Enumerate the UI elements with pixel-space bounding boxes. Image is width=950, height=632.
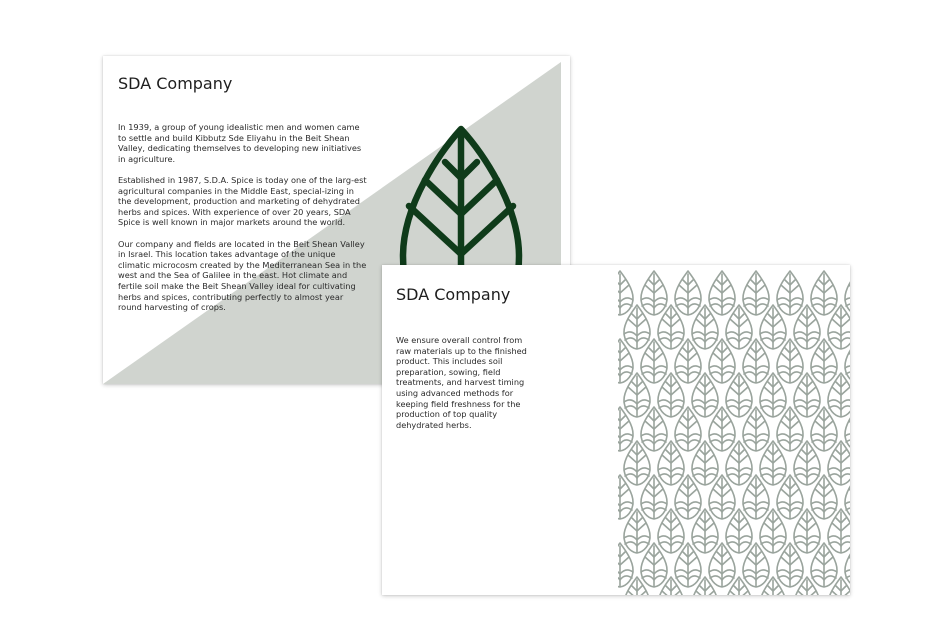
pattern-leaf-icon (709, 271, 735, 315)
pattern-leaf-icon (726, 577, 752, 595)
leaf-pattern (618, 265, 850, 595)
front-card-body (396, 335, 536, 430)
pattern-leaf-icon (743, 271, 769, 315)
paragraph-location: Our company and fields are located in the Beit Shean Valley in Israel. This location takes advantage of the unique climatic microcosm created by the Mediterranean Sea in the west and the Sea of Galilee in the east. Hot climate and fertile soil make the Beit Shean Valley ideal for cultivating herbs and spices, contributing perfectly to almost year round harvesting of crops. (118, 238, 367, 313)
pattern-leaf-icon (760, 577, 786, 595)
paragraph-quality: We ensure overall control from raw materials up to the finished product. This includes soil preparation, sowing, field treatments, and harvest timing using advanced methods for keeping field freshness for the production of top quality dehydrated herbs. (396, 335, 527, 430)
pattern-leaf-icon (777, 271, 803, 315)
pattern-leaf-icon (811, 271, 837, 315)
pattern-leaf-icon (692, 577, 718, 595)
pattern-leaf-icon (641, 271, 667, 315)
paragraph-history: In 1939, a group of young idealistic men and women came to settle and build Kibbutz Sde Eliyahu in the Beit Shean Valley, dedicating themselves to developing new initiatives in agriculture. (118, 122, 362, 164)
brochure-page-front (382, 265, 850, 595)
back-card-body (118, 122, 368, 313)
pattern-leaf-icon (794, 577, 820, 595)
pattern-leaf-icon (845, 271, 850, 315)
pattern-leaf-icon (658, 577, 684, 595)
pattern-leaf-icon (624, 577, 650, 595)
front-card-title: SDA Company (396, 285, 511, 304)
back-card-title: SDA Company (118, 74, 233, 93)
pattern-leaf-icon (618, 271, 633, 315)
pattern-leaf-icon (675, 271, 701, 315)
paragraph-established: Established in 1987, S.D.A. Spice is today one of the larg-est agricultural companies in the Middle East, special-izing in the development, production and marketing of dehydrated herbs and spices. With experience of over 20 years, SDA Spice is well known in major markets around the world. (118, 174, 367, 228)
